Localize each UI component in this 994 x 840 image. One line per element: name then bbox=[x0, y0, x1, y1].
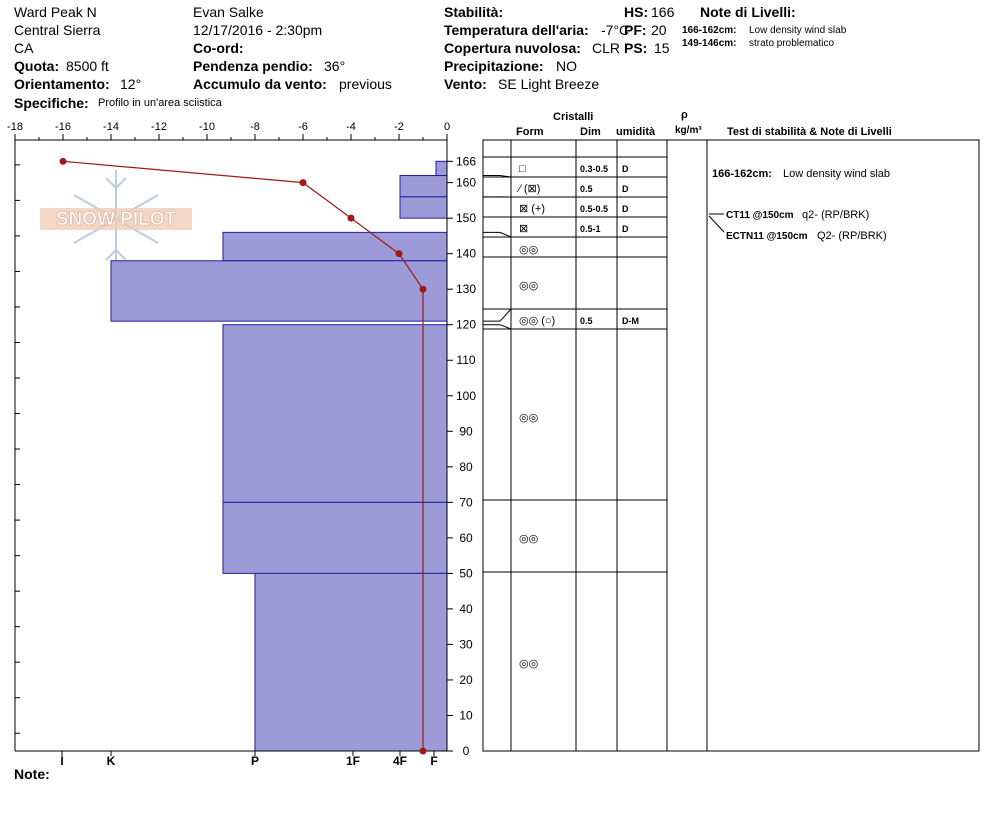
stability-test-result: Q2- (RP/BRK) bbox=[817, 230, 887, 242]
wind-value: SE Light Breeze bbox=[498, 76, 600, 92]
notes-title: Note di Livelli: bbox=[700, 4, 796, 20]
hardness-label: 1F bbox=[345, 754, 361, 768]
temp-tick-label: -10 bbox=[199, 121, 215, 133]
crystal-moisture: D bbox=[622, 164, 629, 174]
wind-label: Vento: bbox=[444, 76, 487, 92]
crystal-form: ◎◎ (○) bbox=[519, 315, 556, 327]
layer-connector bbox=[483, 325, 511, 329]
hs-value: 166 bbox=[651, 4, 675, 20]
temp-tick-label: -18 bbox=[7, 121, 23, 133]
stability-note-code: 166-162cm: bbox=[712, 168, 772, 180]
height-tick-label: 166 bbox=[455, 154, 477, 169]
air-temp-label: Temperatura dell'aria: bbox=[444, 22, 589, 38]
datetime: 12/17/2016 - 2:30pm bbox=[193, 22, 323, 38]
crystal-form: □ bbox=[519, 163, 526, 175]
crystal-size: 0.3-0.5 bbox=[580, 164, 609, 174]
crystal-form: ◎◎ bbox=[519, 412, 539, 424]
crystal-size: 0.5 bbox=[580, 316, 593, 326]
hardness-layer bbox=[223, 232, 447, 260]
hardness-layer bbox=[255, 573, 447, 751]
footer-note-label: Note: bbox=[14, 766, 50, 782]
elevation-value: 8500 ft bbox=[66, 58, 109, 74]
rho-header: ρ bbox=[681, 109, 688, 121]
temperature-point bbox=[420, 286, 427, 293]
crystal-size: 0.5 bbox=[580, 184, 593, 194]
hardness-layer bbox=[111, 261, 447, 321]
crystal-form: ⊠ bbox=[519, 223, 529, 235]
height-tick-label: 110 bbox=[456, 353, 476, 368]
wind-load-label: Accumulo da vento: bbox=[193, 76, 327, 92]
form-header: Form bbox=[516, 126, 544, 138]
moisture-header: umidità bbox=[616, 126, 656, 138]
stability-notes-header: Test di stabilità & Note di Livelli bbox=[727, 126, 892, 138]
pf-value: 20 bbox=[651, 22, 667, 38]
height-tick-label: 60 bbox=[459, 530, 473, 545]
temperature-point bbox=[60, 158, 67, 165]
state: CA bbox=[14, 40, 34, 56]
height-tick-label: 50 bbox=[459, 566, 473, 581]
crystal-moisture: D bbox=[622, 224, 629, 234]
pf-label: PF: bbox=[624, 22, 647, 38]
height-tick-label: 10 bbox=[459, 708, 473, 723]
layer-connector bbox=[483, 232, 511, 237]
crystal-size: 0.5-1 bbox=[580, 224, 601, 234]
height-tick-label: 70 bbox=[459, 495, 473, 510]
hardness-label: F bbox=[430, 754, 438, 768]
note-text-1: Low density wind slab bbox=[749, 25, 847, 36]
height-tick-label: 20 bbox=[459, 672, 473, 687]
logo-text: SNOW PILOT bbox=[55, 209, 177, 230]
aspect-value: 12° bbox=[120, 76, 142, 92]
height-tick-label: 130 bbox=[455, 282, 477, 297]
stability-test-code: CT11 @150cm bbox=[726, 210, 794, 221]
slope-label: Pendenza pendio: bbox=[193, 58, 313, 74]
hs-label: HS: bbox=[624, 4, 649, 20]
crystal-moisture: D-M bbox=[622, 316, 639, 326]
stability-arrow bbox=[709, 216, 724, 232]
stability-test-code: ECTN11 @150cm bbox=[726, 231, 808, 242]
sky-value: CLR bbox=[592, 40, 621, 56]
precip-value: NO bbox=[556, 58, 577, 74]
hardness-label: 4F bbox=[392, 754, 408, 768]
temperature-point bbox=[420, 748, 427, 755]
temp-tick-label: -6 bbox=[298, 121, 308, 133]
size-header: Dim bbox=[580, 126, 601, 138]
precip-label: Precipitazione: bbox=[444, 58, 544, 74]
note-range-2: 149-146cm: bbox=[682, 38, 737, 49]
temperature-point bbox=[396, 250, 403, 257]
crystal-moisture: D bbox=[622, 204, 629, 214]
sky-label: Copertura nuvolosa: bbox=[444, 40, 581, 56]
specifics-label: Specifiche: bbox=[14, 95, 89, 111]
crystal-form: ⊠ (+) bbox=[519, 203, 546, 215]
height-tick-label: 0 bbox=[462, 744, 470, 758]
ps-value: 15 bbox=[654, 40, 670, 56]
crystal-form: ⁄ (⊠) bbox=[519, 183, 541, 195]
hardness-label: I bbox=[60, 754, 64, 768]
height-tick-label: 150 bbox=[455, 211, 477, 226]
height-tick-label: 80 bbox=[459, 459, 473, 474]
crystal-moisture: D bbox=[622, 184, 629, 194]
temp-tick-label: -4 bbox=[346, 121, 356, 133]
location: Ward Peak N bbox=[14, 4, 97, 20]
air-temp-value: -7°C bbox=[601, 22, 630, 38]
density-unit-header: kg/m³ bbox=[675, 125, 702, 136]
stability-note-text: Low density wind slab bbox=[783, 168, 891, 180]
temp-tick-label: -8 bbox=[250, 121, 260, 133]
hardness-layer bbox=[223, 502, 447, 573]
note-range-1: 166-162cm: bbox=[682, 25, 737, 36]
height-tick-label: 90 bbox=[459, 424, 473, 439]
temp-tick-label: -2 bbox=[394, 121, 404, 133]
temp-tick-label: -12 bbox=[151, 121, 167, 133]
wind-load-value: previous bbox=[339, 76, 392, 92]
crystal-form: ◎◎ bbox=[519, 658, 539, 670]
elevation-label: Quota: bbox=[14, 58, 60, 74]
temperature-point bbox=[300, 179, 307, 186]
crystal-form: ◎◎ bbox=[519, 280, 539, 292]
crystals-header: Cristalli bbox=[553, 111, 594, 123]
hardness-label: P bbox=[250, 754, 260, 768]
temperature-point bbox=[348, 215, 355, 222]
hardness-layer bbox=[400, 197, 447, 218]
slope-value: 36° bbox=[324, 58, 346, 74]
crystal-form: ◎◎ bbox=[519, 244, 539, 256]
hardness-layer bbox=[436, 161, 447, 175]
temp-tick-label: -14 bbox=[103, 121, 119, 133]
height-tick-label: 120 bbox=[455, 317, 477, 332]
temp-tick-label: -16 bbox=[55, 121, 71, 133]
height-tick-label: 160 bbox=[455, 175, 477, 190]
coord-label: Co-ord: bbox=[193, 40, 244, 56]
note-text-2: strato problematico bbox=[749, 38, 835, 49]
height-tick-label: 40 bbox=[459, 601, 473, 616]
specifics-value: Profilo in un'area sciistica bbox=[98, 97, 222, 109]
hardness-label: K bbox=[106, 754, 116, 768]
height-tick-label: 100 bbox=[455, 388, 477, 403]
crystal-size: 0.5-0.5 bbox=[580, 204, 609, 214]
aspect-label: Orientamento: bbox=[14, 76, 110, 92]
layer-connector bbox=[483, 309, 511, 321]
ps-label: PS: bbox=[624, 40, 648, 56]
temp-tick-label: 0 bbox=[443, 121, 451, 133]
stability-label: Stabilità: bbox=[444, 4, 504, 20]
height-tick-label: 140 bbox=[455, 246, 477, 261]
range: Central Sierra bbox=[14, 22, 101, 38]
stability-test-result: q2- (RP/BRK) bbox=[802, 209, 870, 221]
hardness-layer bbox=[400, 176, 447, 197]
observer: Evan Salke bbox=[193, 4, 264, 20]
hardness-layer bbox=[223, 325, 447, 503]
crystal-form: ◎◎ bbox=[519, 533, 539, 545]
height-tick-label: 30 bbox=[459, 637, 473, 652]
